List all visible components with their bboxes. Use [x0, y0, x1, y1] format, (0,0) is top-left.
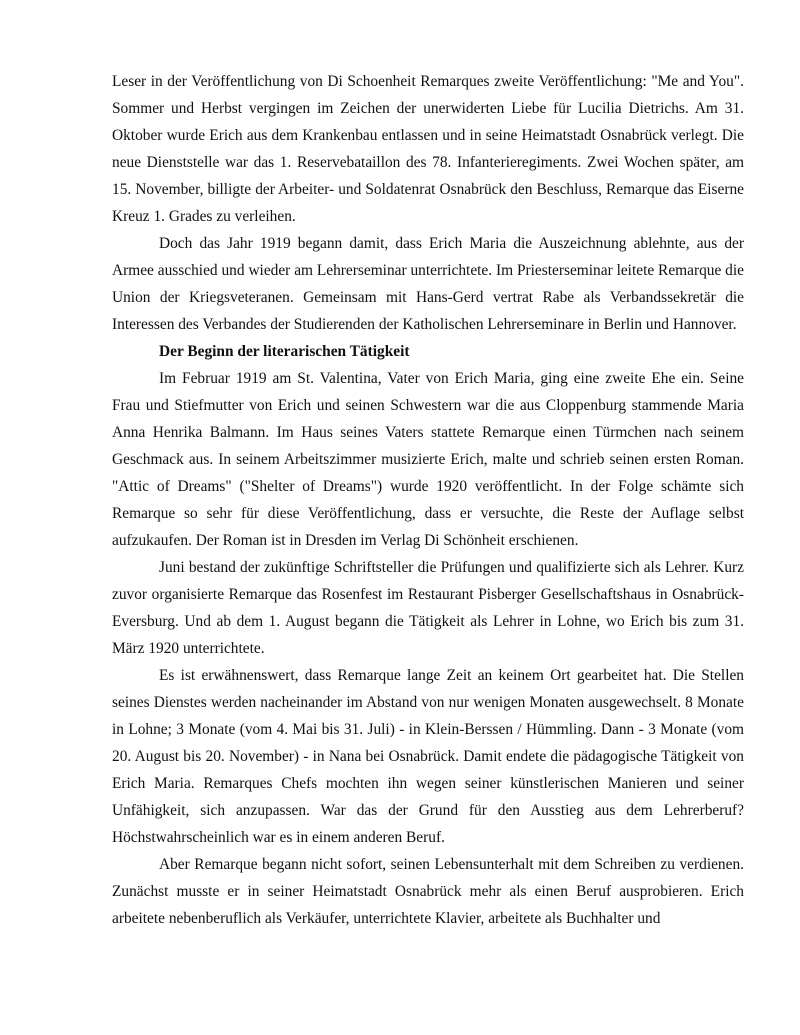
paragraph: Aber Remarque begann nicht sofort, seinen Lebensunterhalt mit dem Schreiben zu verdienen. Zunächst musste er in seiner Heimatstadt Osnabrück mehr als einen Beruf ausprobieren. Erich arbeitete nebenberuflich als Verkäufer, unterrichtete Klavier, arbeitete als Buchhalter und — [112, 856, 744, 927]
paragraph: Juni bestand der zukünftige Schriftsteller die Prüfungen und qualifizierte sich als Lehrer. Kurz zuvor organisierte Remarque das Rosenfest im Restaurant Pisberger Gesellschaftshaus in Osnabrück-Eversburg. Und ab dem 1. August begann die Tätigkeit als Lehrer in Lohne, wo Erich bis zum 31. März 1920 unterrichtete. — [112, 559, 744, 657]
paragraph-continuation: Leser in der Veröffentlichung von Di Schoenheit Remarques zweite Veröffentlichung: "Me and You". Sommer und Herbst vergingen im Zeichen der unerwiderten Liebe für Lucilia Dietrichs. Am 31. Oktober wurde Erich aus dem Krankenbau entlassen und in seine Heimatstadt Osnabrück verlegt. Die neue Dienststelle war das 1. Reservebataillon des 78. Infanterieregiments. Zwei Wochen später, am 15. November, billigte der Arbeiter- und Soldatenrat Osnabrück den Beschluss, Remarque das Eiserne Kreuz 1. Grades zu verleihen. — [112, 73, 744, 225]
paragraph: Doch das Jahr 1919 begann damit, dass Erich Maria die Auszeichnung ablehnte, aus der Armee ausschied und wieder am Lehrerseminar unterrichtete. Im Priesterseminar leitete Remarque die Union der Kriegsveteranen. Gemeinsam mit Hans-Gerd vertrat Rabe als Verbandssekretär die Interessen des Verbandes der Studierenden der Katholischen Lehrerseminare in Berlin und Hannover. — [112, 235, 744, 333]
section-heading: Der Beginn der literarischen Tätigkeit — [159, 343, 410, 360]
paragraph: Es ist erwähnenswert, dass Remarque lange Zeit an keinem Ort gearbeitet hat. Die Stellen seines Dienstes werden nacheinander im Abstand von nur wenigen Monaten ausgewechselt. 8 Monate in Lohne; 3 Monate (vom 4. Mai bis 31. Juli) - in Klein-Berssen / Hümmling. Dann - 3 Monate (vom 20. August bis 20. November) - in Nana bei Osnabrück. Damit endete die pädagogische Tätigkeit von Erich Maria. Remarques Chefs mochten ihn wegen seiner künstlerischen Manieren und seiner Unfähigkeit, sich anzupassen. War das der Grund für den Ausstieg aus dem Lehrerberuf? Höchstwahrscheinlich war es in einem anderen Beruf. — [112, 667, 744, 846]
document-page — [112, 68, 744, 932]
paragraph: Im Februar 1919 am St. Valentina, Vater von Erich Maria, ging eine zweite Ehe ein. Seine Frau und Stiefmutter von Erich und seinen Schwestern war die aus Cloppenburg stammende Maria Anna Henrika Balmann. Im Haus seines Vaters stattete Remarque einen Türmchen nach seinem Geschmack aus. In seinem Arbeitszimmer musizierte Erich, malte und schrieb seinen ersten Roman. "Attic of Dreams" ("Shelter of Dreams") wurde 1920 veröffentlicht. In der Folge schämte sich Remarque so sehr für diese Veröffentlichung, dass er versuchte, die Reste der Auflage selbst aufzukaufen. Der Roman ist in Dresden im Verlag Di Schönheit erschienen. — [112, 370, 744, 549]
